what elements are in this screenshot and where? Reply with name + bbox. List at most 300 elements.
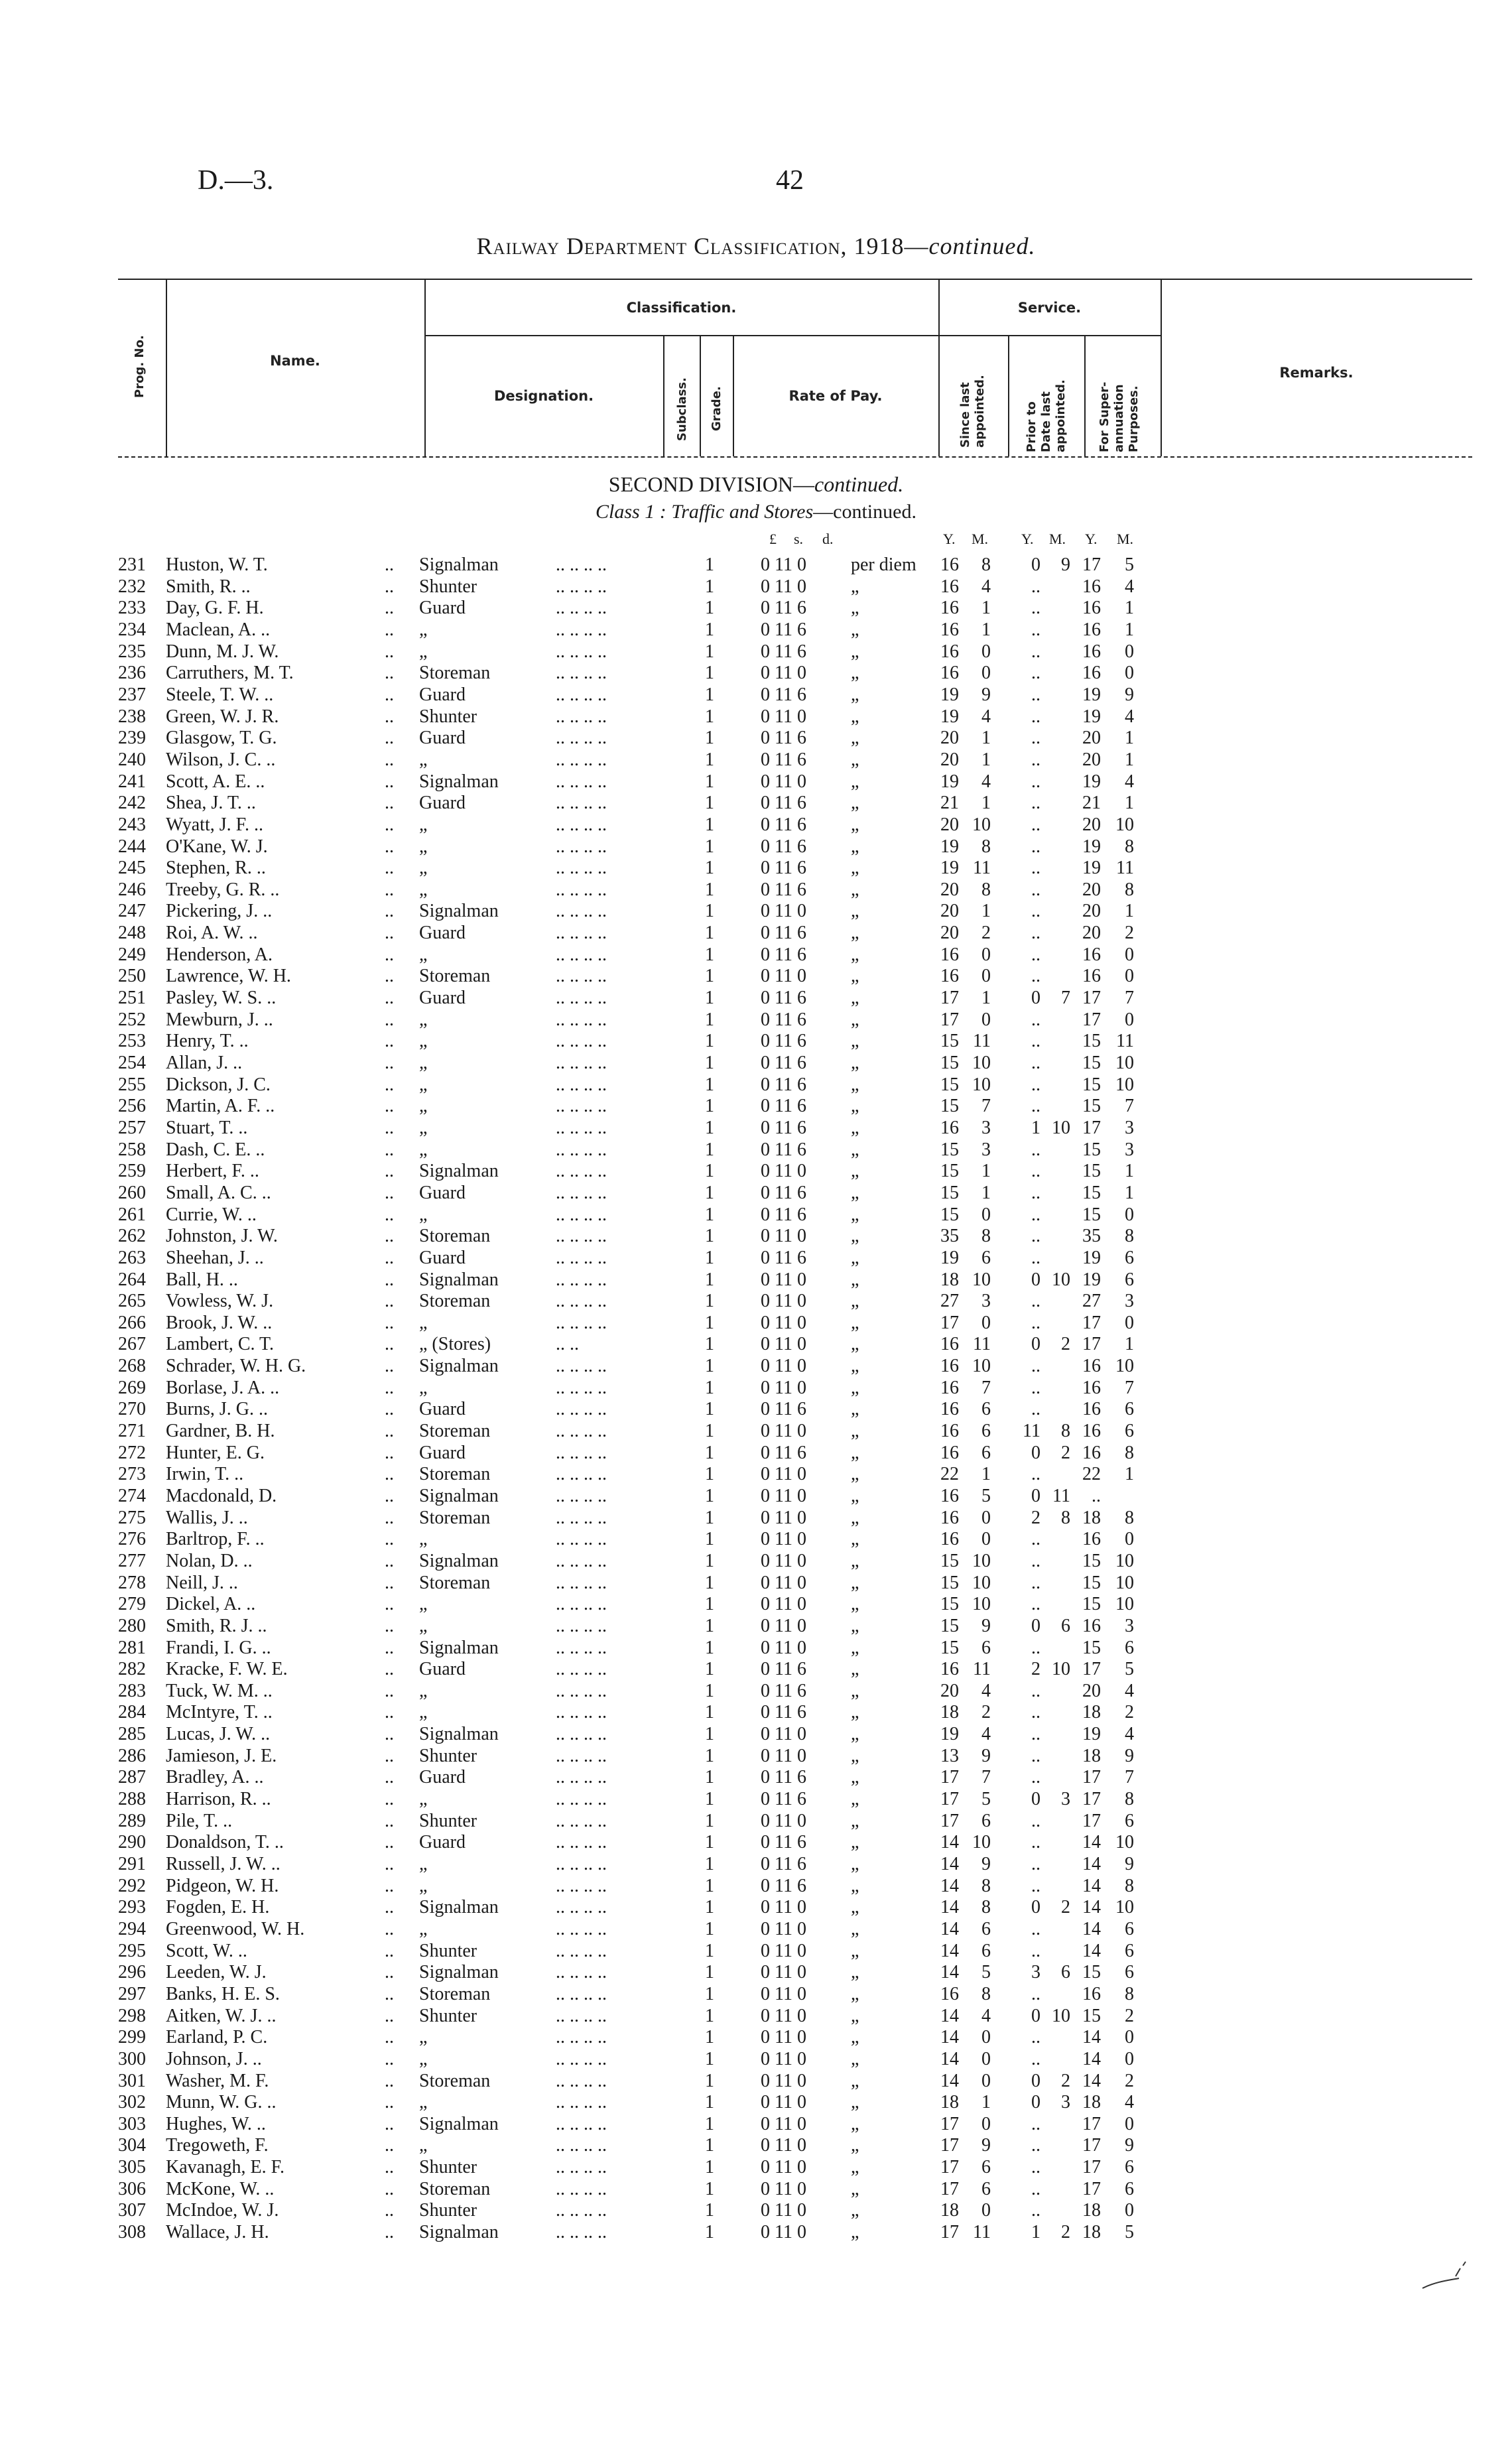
super-months: 0 (1125, 2113, 1134, 2134)
designation: Shunter (419, 2200, 477, 2221)
leader-dots: .. .. .. .. (556, 1724, 607, 1745)
super-months: 1 (1125, 749, 1134, 770)
employee-name: Smith, R. .. (166, 576, 251, 597)
subclass: 1 (705, 1291, 714, 1312)
since-months: 7 (981, 1096, 991, 1117)
leader-dots: .. (385, 879, 394, 900)
prog-no: 264 (118, 1269, 146, 1290)
leader-dots: .. .. .. .. (556, 1702, 607, 1723)
subclass: 1 (705, 923, 714, 943)
pay-period: „ (851, 814, 859, 835)
subclass: 1 (705, 1052, 714, 1073)
table-row (0, 966, 1512, 987)
employee-name: Donaldson, T. .. (166, 1832, 284, 1853)
rate-of-pay: 0 11 6 (761, 1074, 806, 1095)
since-months: 3 (981, 1291, 991, 1312)
since-years: 16 (940, 619, 959, 640)
pay-period: „ (851, 1442, 859, 1463)
leader-dots: .. .. .. .. (556, 1182, 607, 1203)
subclass: 1 (705, 1724, 714, 1745)
leader-dots: .. (385, 1204, 394, 1225)
table-row (0, 1334, 1512, 1355)
employee-name: McIndoe, W. J. (166, 2200, 279, 2221)
table-row (0, 1421, 1512, 1442)
rate-of-pay: 0 11 0 (761, 2070, 806, 2091)
subclass: 1 (705, 2070, 714, 2091)
since-months: 3 (981, 1117, 991, 1138)
since-years: 16 (940, 1485, 959, 1506)
subclass: 1 (705, 706, 714, 727)
pay-period: „ (851, 1659, 859, 1680)
subclass: 1 (705, 576, 714, 597)
since-years: 15 (940, 1074, 959, 1095)
super-years: 18 (1082, 1507, 1101, 1528)
designation: Guard (419, 1767, 466, 1788)
header-since-appointed (958, 375, 987, 448)
table-row (0, 663, 1512, 684)
leader-dots: .. (385, 1182, 394, 1203)
prog-no: 243 (118, 814, 146, 835)
super-months: 9 (1125, 1854, 1134, 1874)
prior-years: .. (1031, 2027, 1040, 2048)
designation: „ (419, 1680, 428, 1701)
prog-no: 239 (118, 728, 146, 749)
since-months: 0 (981, 2027, 991, 2048)
since-years: 16 (940, 1356, 959, 1376)
leader-dots: .. (385, 749, 394, 770)
employee-name: Day, G. F. H. (166, 598, 264, 619)
rate-of-pay: 0 11 6 (761, 1052, 806, 1073)
since-months: 11 (973, 2222, 991, 2242)
prog-no: 306 (118, 2178, 146, 2199)
subclass: 1 (705, 1226, 714, 1247)
pay-period: „ (851, 1399, 859, 1420)
rate-of-pay: 0 11 0 (761, 1550, 806, 1571)
leader-dots: .. .. .. .. (556, 1572, 607, 1593)
leader-dots: .. (385, 554, 394, 575)
designation: Signalman (419, 1356, 499, 1376)
designation: „ (419, 944, 428, 965)
prior-years: .. (1031, 1983, 1040, 2004)
super-years: 15 (1082, 1637, 1101, 1658)
subclass: 1 (705, 988, 714, 1008)
prior-years: .. (1031, 1702, 1040, 1723)
table-row (0, 1053, 1512, 1074)
pay-period: „ (851, 684, 859, 705)
since-months: 1 (981, 1182, 991, 1203)
employee-name: Kracke, F. W. E. (166, 1659, 288, 1680)
designation: „ (419, 836, 428, 857)
rate-of-pay: 0 11 0 (761, 1745, 806, 1766)
super-months: 3 (1125, 1117, 1134, 1138)
prog-no: 295 (118, 1940, 146, 1961)
table-row (0, 923, 1512, 944)
pay-period: „ (851, 1269, 859, 1290)
leader-dots: .. .. .. .. (556, 879, 607, 900)
subclass: 1 (705, 1810, 714, 1831)
designation: „ (419, 2135, 428, 2156)
subclass: 1 (705, 1940, 714, 1961)
table-row (0, 1226, 1512, 1247)
header-designation: Designation. (493, 388, 594, 404)
unit-months-super: M. (1117, 531, 1134, 547)
since-months: 4 (981, 771, 991, 792)
since-years: 14 (940, 2048, 959, 2069)
leader-dots: .. .. .. .. (556, 1854, 607, 1874)
pay-period: „ (851, 1940, 859, 1961)
designation: „ (419, 1031, 428, 1052)
super-years: 20 (1082, 728, 1101, 749)
super-years: 19 (1082, 1269, 1101, 1290)
since-months: 2 (981, 1702, 991, 1723)
employee-name: Macdonald, D. (166, 1485, 277, 1506)
super-years: 16 (1082, 641, 1101, 662)
super-months: 10 (1115, 814, 1134, 835)
pay-period: „ (851, 2048, 859, 2069)
super-years: 17 (1082, 1810, 1101, 1831)
since-months: 10 (972, 1074, 991, 1095)
prog-no: 303 (118, 2113, 146, 2134)
prior-years: .. (1031, 2178, 1040, 2199)
designation: Signalman (419, 1724, 499, 1745)
prog-no: 241 (118, 771, 146, 792)
subclass: 1 (705, 749, 714, 770)
super-years: 16 (1082, 619, 1101, 640)
designation: „ (419, 1702, 428, 1723)
rate-of-pay: 0 11 0 (761, 2157, 806, 2178)
super-months: 8 (1125, 1442, 1134, 1463)
employee-name: Russell, J. W. .. (166, 1854, 281, 1874)
since-years: 27 (940, 1291, 959, 1312)
employee-name: Bradley, A. .. (166, 1767, 264, 1788)
prior-years: .. (1031, 663, 1040, 684)
since-months: 4 (981, 1724, 991, 1745)
super-months: 6 (1125, 1637, 1134, 1658)
leader-dots: .. .. .. .. (556, 598, 607, 619)
pay-period: „ (851, 619, 859, 640)
leader-dots: .. .. .. .. (556, 1594, 607, 1615)
pay-period: „ (851, 2178, 859, 2199)
prior-years: .. (1031, 1182, 1040, 1203)
subclass: 1 (705, 1572, 714, 1593)
prior-months: 2 (1061, 2222, 1070, 2242)
prior-years: 1 (1031, 2222, 1040, 2242)
prog-no: 279 (118, 1594, 146, 1615)
designation: Storeman (419, 1226, 491, 1247)
prog-no: 285 (118, 1724, 146, 1745)
table-row (0, 1378, 1512, 1399)
since-months: 8 (981, 1983, 991, 2004)
leader-dots: .. .. .. .. (556, 2070, 607, 2091)
leader-dots: .. (385, 814, 394, 835)
since-months: 6 (981, 1399, 991, 1420)
prior-years: .. (1031, 966, 1040, 987)
subclass: 1 (705, 619, 714, 640)
table-row (0, 1096, 1512, 1117)
prog-no: 260 (118, 1182, 146, 1203)
prior-years: .. (1031, 684, 1040, 705)
prog-no: 263 (118, 1247, 146, 1268)
subclass: 1 (705, 1421, 714, 1441)
employee-name: Carruthers, M. T. (166, 663, 294, 684)
super-years: 16 (1082, 1983, 1101, 2004)
leader-dots: .. (385, 2048, 394, 2069)
prog-no: 240 (118, 749, 146, 770)
table-row (0, 1031, 1512, 1052)
leader-dots: .. (385, 988, 394, 1008)
table-row (0, 1659, 1512, 1680)
leader-dots: .. .. .. .. (556, 2113, 607, 2134)
employee-name: Lawrence, W. H. (166, 966, 291, 987)
leader-dots: .. (385, 706, 394, 727)
since-months: 7 (981, 1767, 991, 1788)
designation: „ (419, 1377, 428, 1398)
since-years: 16 (940, 966, 959, 987)
leader-dots: .. (385, 1096, 394, 1117)
super-years: 17 (1082, 2113, 1101, 2134)
leader-dots: .. (385, 1983, 394, 2004)
subclass: 1 (705, 1247, 714, 1268)
rate-of-pay: 0 11 0 (761, 1637, 806, 1658)
rate-of-pay: 0 11 6 (761, 1096, 806, 1117)
header-super-line1: For Super- (1098, 381, 1111, 452)
pay-period: „ (851, 1161, 859, 1182)
since-months: 3 (981, 1139, 991, 1160)
pay-period: „ (851, 923, 859, 943)
employee-name: Stuart, T. .. (166, 1117, 248, 1138)
rate-of-pay: 0 11 0 (761, 1507, 806, 1528)
pay-period: „ (851, 2113, 859, 2134)
prior-years: .. (1031, 1832, 1040, 1853)
super-years: 18 (1082, 2222, 1101, 2242)
leader-dots: .. (385, 1031, 394, 1052)
prior-years: .. (1031, 1940, 1040, 1961)
prog-no: 261 (118, 1204, 146, 1225)
subclass: 1 (705, 663, 714, 684)
pay-period: „ (851, 2157, 859, 2178)
leader-dots: .. (385, 1918, 394, 1939)
since-years: 15 (940, 1637, 959, 1658)
prog-no: 252 (118, 1009, 146, 1030)
super-years: 20 (1082, 1680, 1101, 1701)
prog-no: 300 (118, 2048, 146, 2069)
col-divider-8 (1084, 335, 1086, 456)
rate-of-pay: 0 11 0 (761, 2222, 806, 2242)
table-row (0, 1074, 1512, 1096)
leader-dots: .. (385, 1550, 394, 1571)
since-years: 17 (940, 2157, 959, 2178)
since-years: 16 (940, 663, 959, 684)
since-years: 14 (940, 2070, 959, 2091)
super-years: 20 (1082, 879, 1101, 900)
leader-dots: .. (385, 1377, 394, 1398)
table-row (0, 1811, 1512, 1832)
employee-name: Shea, J. T. .. (166, 793, 256, 814)
since-years: 14 (940, 2027, 959, 2048)
leader-dots: .. .. .. .. (556, 1637, 607, 1658)
super-months: 9 (1125, 684, 1134, 705)
prog-no: 258 (118, 1139, 146, 1160)
division-heading (0, 472, 1512, 497)
super-months: 1 (1125, 619, 1134, 640)
subclass: 1 (705, 836, 714, 857)
prior-years: 2 (1031, 1659, 1040, 1680)
pay-period: „ (851, 1074, 859, 1095)
super-months: 9 (1125, 2135, 1134, 2156)
subclass: 1 (705, 1550, 714, 1571)
prog-no: 304 (118, 2135, 146, 2156)
leader-dots: .. (385, 2222, 394, 2242)
employee-name: Vowless, W. J. (166, 1291, 274, 1312)
pay-period: „ (851, 966, 859, 987)
prog-no: 238 (118, 706, 146, 727)
subclass: 1 (705, 1074, 714, 1095)
table-row (0, 1616, 1512, 1637)
leader-dots: .. .. .. .. (556, 1875, 607, 1896)
title-continued: continued. (928, 233, 1036, 259)
since-months: 0 (981, 641, 991, 662)
leader-dots: .. .. .. .. (556, 858, 607, 879)
leader-dots: .. .. .. .. (556, 1507, 607, 1528)
prog-no: 245 (118, 858, 146, 879)
super-months: 10 (1115, 1572, 1134, 1593)
col-divider-4 (700, 335, 701, 456)
prior-years: 1 (1031, 1117, 1040, 1138)
leader-dots: .. .. .. .. (556, 1464, 607, 1485)
super-months: 7 (1125, 1096, 1134, 1117)
prior-years: .. (1031, 1637, 1040, 1658)
prior-years: .. (1031, 1918, 1040, 1939)
super-months: 6 (1125, 1810, 1134, 1831)
since-months: 5 (981, 1962, 991, 1983)
designation: „ (419, 619, 428, 640)
super-months: 4 (1125, 1680, 1134, 1701)
designation: Signalman (419, 554, 499, 575)
subclass: 1 (705, 771, 714, 792)
super-months: 6 (1125, 1918, 1134, 1939)
super-years: 15 (1082, 1572, 1101, 1593)
since-months: 0 (981, 1312, 991, 1333)
since-years: 14 (940, 1897, 959, 1918)
since-months: 0 (981, 2048, 991, 2069)
prog-no: 284 (118, 1702, 146, 1723)
rate-of-pay: 0 11 6 (761, 728, 806, 749)
leader-dots: .. .. .. .. (556, 1659, 607, 1680)
pay-period: „ (851, 2070, 859, 2091)
leader-dots: .. (385, 2157, 394, 2178)
super-months: 8 (1125, 1226, 1134, 1247)
pay-period: „ (851, 1464, 859, 1485)
table-row (0, 2157, 1512, 2178)
rate-of-pay: 0 11 0 (761, 1940, 806, 1961)
designation: „ (419, 1117, 428, 1138)
pay-period: „ (851, 1897, 859, 1918)
subclass: 1 (705, 1377, 714, 1398)
employee-name: Barltrop, F. .. (166, 1529, 265, 1550)
subclass: 1 (705, 2005, 714, 2026)
super-months: 6 (1125, 1962, 1134, 1983)
designation: „ (419, 814, 428, 835)
prior-months: 9 (1061, 554, 1070, 575)
employee-name: Hunter, E. G. (166, 1442, 265, 1463)
super-years: 17 (1082, 988, 1101, 1008)
leader-dots: .. .. .. .. (556, 2135, 607, 2156)
pay-period: „ (851, 2005, 859, 2026)
rate-of-pay: 0 11 0 (761, 1983, 806, 2004)
since-years: 16 (940, 1983, 959, 2004)
employee-name: Johnston, J. W. (166, 1226, 278, 1247)
prior-years: .. (1031, 1161, 1040, 1182)
super-years: 20 (1082, 923, 1101, 943)
subclass: 1 (705, 1096, 714, 1117)
since-months: 11 (973, 858, 991, 879)
super-months: 6 (1125, 1399, 1134, 1420)
employee-name: Nolan, D. .. (166, 1550, 253, 1571)
super-years: 17 (1082, 1312, 1101, 1333)
leader-dots: .. .. .. .. (556, 944, 607, 965)
since-years: 20 (940, 749, 959, 770)
prior-years: .. (1031, 1226, 1040, 1247)
designation: Guard (419, 988, 466, 1008)
col-divider-3 (663, 335, 664, 456)
subclass: 1 (705, 2113, 714, 2134)
leader-dots: .. (385, 1334, 394, 1355)
designation: Storeman (419, 966, 491, 987)
leader-dots: .. .. .. .. (556, 1096, 607, 1117)
since-years: 16 (940, 1659, 959, 1680)
super-months: 0 (1125, 1312, 1134, 1333)
since-months: 1 (981, 1161, 991, 1182)
designation: Signalman (419, 1161, 499, 1182)
prog-no: 254 (118, 1052, 146, 1073)
prior-years: .. (1031, 879, 1040, 900)
super-years: 17 (1082, 2157, 1101, 2178)
prior-years: .. (1031, 771, 1040, 792)
prog-no: 293 (118, 1897, 146, 1918)
super-months: 10 (1115, 1052, 1134, 1073)
pay-period: „ (851, 1875, 859, 1896)
pay-period: „ (851, 1312, 859, 1333)
designation: „ (419, 1918, 428, 1939)
pay-period: per diem (851, 554, 916, 575)
since-years: 18 (940, 1702, 959, 1723)
table-row (0, 988, 1512, 1009)
since-years: 15 (940, 1096, 959, 1117)
since-years: 17 (940, 1810, 959, 1831)
super-years: 17 (1082, 1334, 1101, 1355)
employee-name: Dickson, J. C. (166, 1074, 271, 1095)
subclass: 1 (705, 1983, 714, 2004)
table-row (0, 2027, 1512, 2048)
super-years: 15 (1082, 1031, 1101, 1052)
prog-no: 301 (118, 2070, 146, 2091)
super-years: 16 (1082, 1529, 1101, 1550)
since-months: 1 (981, 793, 991, 814)
since-months: 0 (981, 2200, 991, 2221)
prior-months: 11 (1052, 1485, 1070, 1506)
since-months: 8 (981, 879, 991, 900)
since-years: 14 (940, 1832, 959, 1853)
header-prior-line3: appointed. (1054, 379, 1068, 452)
leader-dots: .. .. .. .. (556, 1009, 607, 1030)
employee-name: Allan, J. .. (166, 1052, 243, 1073)
header-since-line2: appointed. (973, 375, 987, 448)
rate-of-pay: 0 11 0 (761, 771, 806, 792)
class-name: Traffic and Stores (671, 501, 814, 523)
leader-dots: .. .. .. .. (556, 1031, 607, 1052)
leader-dots: .. .. .. .. (556, 1052, 607, 1073)
division-label: SECOND DIVISION— (608, 472, 815, 496)
